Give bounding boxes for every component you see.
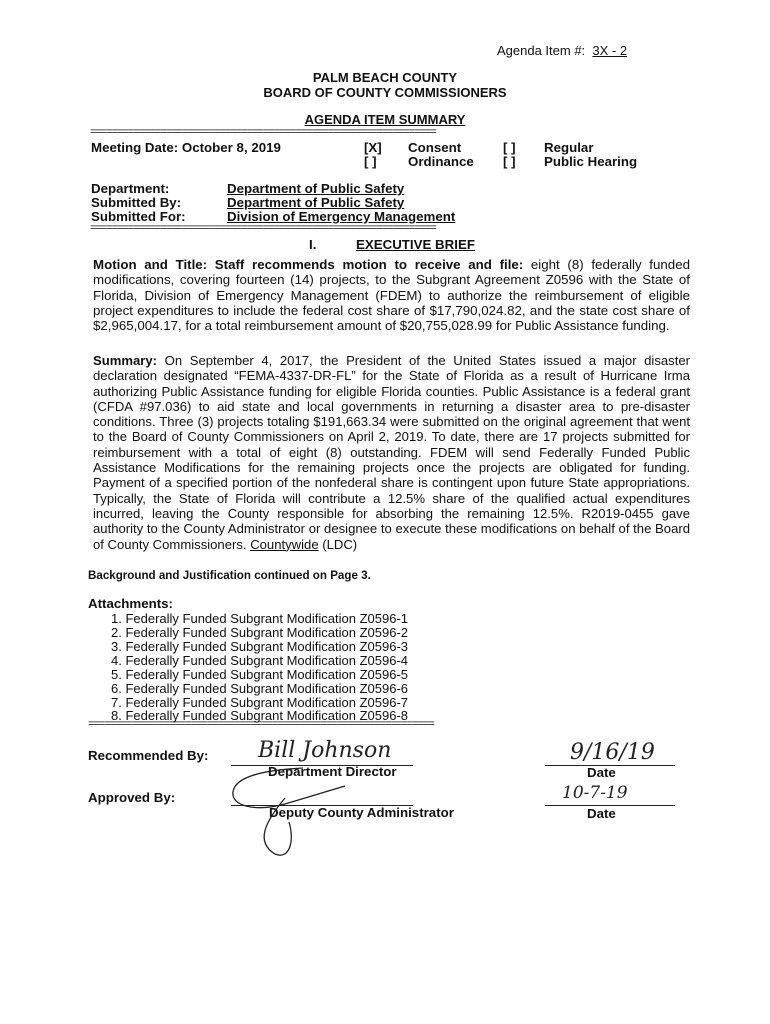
department-label: Department: — [91, 181, 170, 196]
department-value: Department of Public Safety — [227, 181, 405, 196]
page-title: AGENDA ITEM SUMMARY — [304, 112, 466, 127]
attachment-item: 3. Federally Funded Subgrant Modification Z0596-3 — [111, 639, 409, 654]
ordinance-checkbox: [ ] — [364, 154, 377, 169]
motion-text: eight (8) federally funded modifications, covering fourteen (14) projects, to the Subgrant Agreement Z0596 with the State of Florida, Division of Emergency Management (FDEM) to authorize the reimbursement of eligible project expenditures to include the federal cost share of $17,790,024.82, and the state cost share of $2,965,004.17, for a total reimbursement amount of $20,755,028.99 for Public Assistance funding. — [93, 257, 690, 334]
consent-label: Consent — [408, 140, 462, 155]
regular-label: Regular — [544, 140, 594, 155]
motion-label: Motion and Title: — [93, 257, 208, 272]
motion-paragraph — [93, 257, 690, 333]
summary-text: On September 4, 2017, the President of the United States issued a major disaster declaration designated “FEMA-4337-DR-FL” for the State of Florida as a result of Hurricane Irma authorizing Public Assistance funding for eligible Florida counties. Public Assistance is a federal grant (CFDA #97.036) to aid state and local governments in returning a disaster area to pre-disaster conditions. Three (3) projects totaling $191,663.34 were submitted on the original agreement that went to the Board of County Commissioners on April 2, 2019. To date, there are 17 projects submitted for reimbursement with a total of eight (8) outstanding. FDEM will send Federally Funded Public Assistance Modifications for the remaining projects once the projects are obligated for funding. Payment of a specified portion of the nonfederal share is contingent upon future State appropriations. Typically, the State of Florida will contribute a 12.5% share of the qualified actual expenditures incurred, leaving the County responsible for absorbing the remaining 12.5%. R2019-0455 gave authority to the County Administrator or designee to execute these modifications on behalf of the Board of County Commissioners. — [93, 353, 691, 552]
agenda-item-label: Agenda Item #: 3X - 2 — [497, 43, 628, 58]
motion-lead: Staff recommends motion to receive and file: — [214, 257, 524, 272]
countywide-label: Countywide — [250, 536, 319, 552]
section-title: EXECUTIVE BRIEF — [356, 237, 475, 252]
submitted-by-value: Department of Public Safety — [227, 195, 405, 210]
approval-signature-mark — [225, 762, 365, 862]
agenda-item-number: 3X - 2 — [592, 43, 628, 58]
consent-checkbox: [X] — [364, 140, 382, 155]
summary-initials: (LDC) — [322, 536, 358, 552]
attachment-item: 6. Federally Funded Subgrant Modification Z0596-6 — [111, 681, 409, 696]
attachment-item: 1. Federally Funded Subgrant Modification Z0596-1 — [111, 611, 409, 626]
recommended-title: Department Director — [268, 764, 397, 779]
summary-label: Summary: — [93, 353, 158, 368]
regular-checkbox: [ ] — [503, 140, 516, 155]
submitted-by-label: Submitted By: — [91, 195, 182, 210]
separator-bottom: ================================================================ — [88, 721, 434, 730]
attachment-item: 2. Federally Funded Subgrant Modification Z0596-2 — [111, 625, 409, 640]
approved-date: 10-7-19 — [562, 783, 628, 803]
separator-mid: ================================================================ — [90, 225, 436, 234]
approved-title: Deputy County Administrator — [269, 805, 454, 820]
summary-paragraph — [93, 353, 690, 552]
attachments-label: Attachments: — [88, 596, 173, 611]
attachment-item: 8. Federally Funded Subgrant Modification Z0596-8 — [111, 708, 409, 723]
recommended-signature: Bill Johnson — [258, 738, 392, 763]
section-numeral: I. — [309, 237, 317, 252]
public-hearing-checkbox: [ ] — [503, 154, 516, 169]
public-hearing-label: Public Hearing — [544, 154, 638, 169]
attachment-item: 4. Federally Funded Subgrant Modification Z0596-4 — [111, 653, 409, 668]
recommended-date: 9/16/19 — [570, 740, 655, 765]
county-name: PALM BEACH COUNTY — [312, 70, 458, 85]
board-name: BOARD OF COUNTY COMMISSIONERS — [263, 85, 507, 100]
recommended-date-label: Date — [587, 765, 616, 780]
meeting-date: Meeting Date: October 8, 2019 — [91, 140, 281, 155]
submitted-for-label: Submitted For: — [91, 209, 186, 224]
recommended-by-label: Recommended By: — [88, 748, 209, 763]
separator-top: ================================================================ — [90, 129, 436, 138]
attachment-item: 7. Federally Funded Subgrant Modification Z0596-7 — [111, 695, 409, 710]
ordinance-label: Ordinance — [408, 154, 474, 169]
approved-date-label: Date — [587, 806, 616, 821]
background-note: Background and Justification continued on Page 3. — [88, 569, 371, 582]
submitted-for-value: Division of Emergency Management — [227, 209, 456, 224]
attachment-item: 5. Federally Funded Subgrant Modification Z0596-5 — [111, 667, 409, 682]
approved-by-label: Approved By: — [88, 790, 176, 805]
